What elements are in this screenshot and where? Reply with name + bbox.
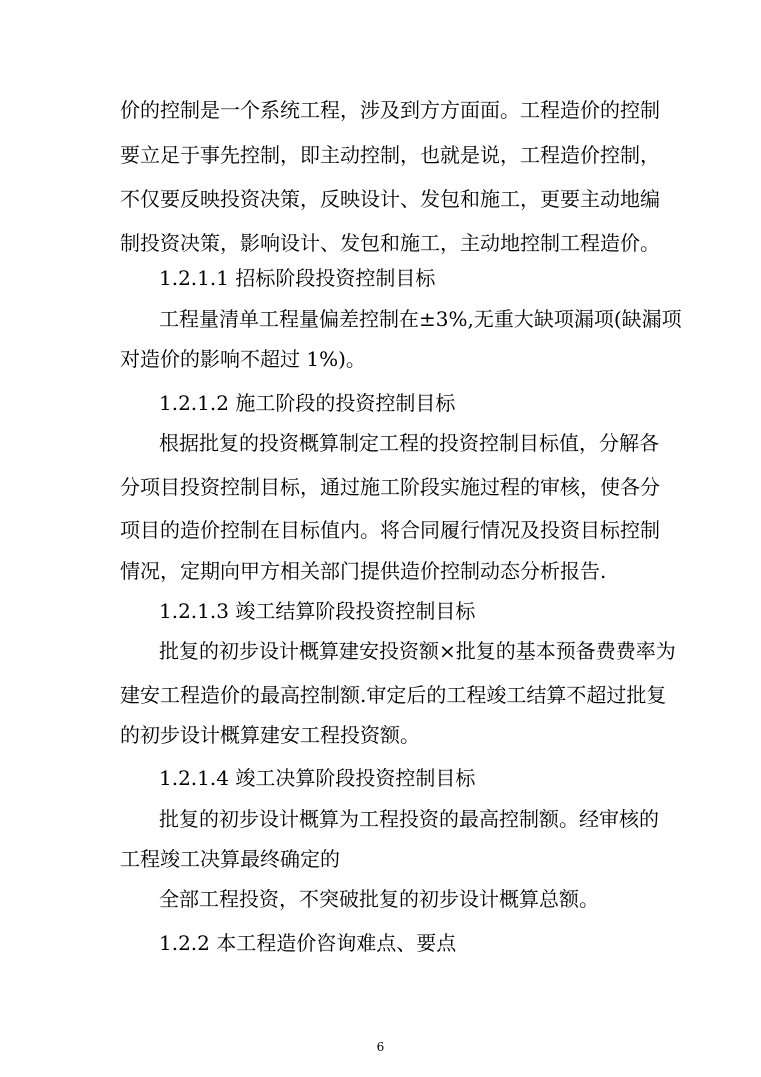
- paragraph-line: 全部工程投资，不突破批复的初步设计概算总额。: [159, 887, 599, 911]
- section-heading-1-2-1-3: 1.2.1.3 竣工结算阶段投资控制目标: [159, 599, 476, 623]
- paragraph-line: 项目的造价控制在目标值内。将合同履行情况及投资目标控制: [120, 518, 660, 542]
- paragraph-line: 批复的初步设计概算建安投资额×批复的基本预备费费率为: [159, 639, 676, 663]
- section-heading-1-2-2: 1.2.2 本工程造价咨询难点、要点: [159, 931, 457, 955]
- paragraph-line: 根据批复的投资概算制定工程的投资控制目标值，分解各: [159, 431, 659, 455]
- paragraph-line: 分项目投资控制目标，通过施工阶段实施过程的审核，使各分: [120, 475, 660, 499]
- paragraph-line: 情况，定期向甲方相关部门提供造价控制动态分析报告.: [120, 559, 607, 583]
- page-number: 6: [376, 1040, 385, 1054]
- paragraph-line: 要立足于事先控制，即主动控制，也就是说，工程造价控制，: [120, 143, 660, 167]
- paragraph-line: 对造价的影响不超过 1%)。: [120, 347, 366, 371]
- section-heading-1-2-1-1: 1.2.1.1 招标阶段投资控制目标: [159, 266, 436, 290]
- paragraph-line: 工程竣工决算最终确定的: [120, 847, 340, 871]
- paragraph-line: 批复的初步设计概算为工程投资的最高控制额。经审核的: [159, 807, 659, 831]
- section-heading-1-2-1-4: 1.2.1.4 竣工决算阶段投资控制目标: [159, 766, 476, 790]
- paragraph-line: 价的控制是一个系统工程，涉及到方方面面。工程造价的控制: [120, 98, 660, 122]
- paragraph-line: 制投资决策，影响设计、发包和施工，主动地控制工程造价。: [120, 231, 660, 255]
- paragraph-line: 的初步设计概算建安工程投资额。: [120, 723, 420, 747]
- paragraph-line: 建安工程造价的最高控制额.审定后的工程竣工结算不超过批复: [120, 683, 667, 707]
- section-heading-1-2-1-2: 1.2.1.2 施工阶段的投资控制目标: [159, 391, 456, 415]
- paragraph-line: 工程量清单工程量偏差控制在±3%,无重大缺项漏项(缺漏项: [159, 307, 682, 331]
- paragraph-line: 不仅要反映投资决策，反映设计、发包和施工，更要主动地编: [120, 187, 660, 211]
